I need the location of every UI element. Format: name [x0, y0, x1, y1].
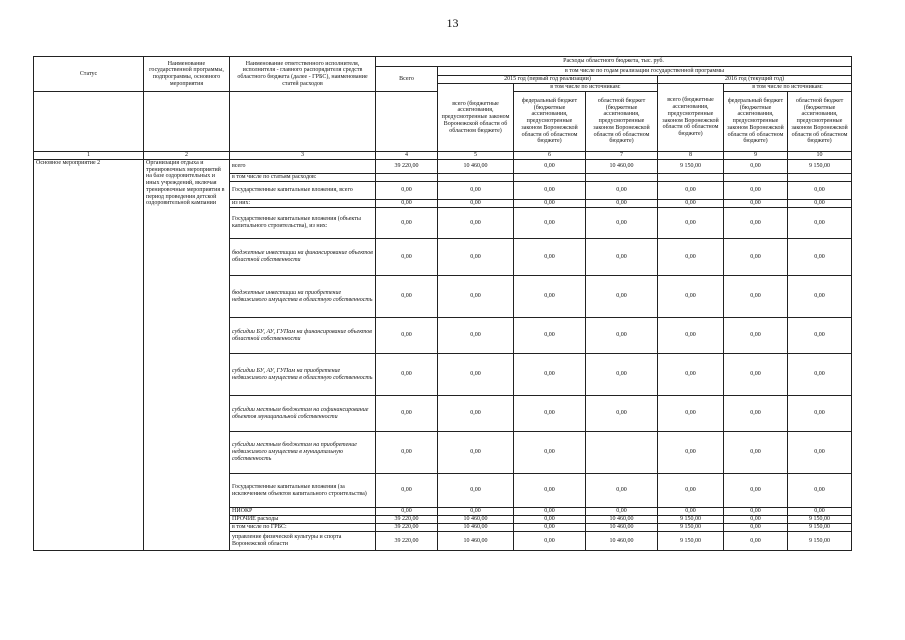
column-number-row — [34, 152, 852, 160]
row-label: в том числе по статьям расходов: — [230, 174, 376, 182]
value-cell: 0,00 — [586, 239, 658, 276]
value-cell: 0,00 — [514, 354, 586, 396]
value-cell: 0,00 — [788, 318, 852, 354]
header-federal-2015: федеральный бюджет (бюджетные ассигнования, предусмотренные законом Воронежской области об областном бюджете) — [514, 92, 586, 152]
row-label: управление физической культуры и спорта Воронежской области — [230, 532, 376, 551]
value-cell: 0,00 — [514, 396, 586, 432]
value-cell: 0,00 — [438, 239, 514, 276]
value-cell: 0,00 — [514, 160, 586, 174]
row-label: НИОКР — [230, 508, 376, 516]
row-label: Государственные капитальные вложения (объекты капитального строительства), из них: — [230, 208, 376, 239]
value-cell — [514, 174, 586, 182]
value-cell — [438, 174, 514, 182]
col-num: 3 — [230, 152, 376, 160]
value-cell: 39 220,00 — [376, 532, 438, 551]
value-cell: 0,00 — [788, 200, 852, 208]
value-cell: 0,00 — [724, 239, 788, 276]
value-cell: 0,00 — [438, 396, 514, 432]
value-cell: 0,00 — [586, 474, 658, 508]
row-label: бюджетные инвестиции на финансирование объектов областной собственности — [230, 239, 376, 276]
header-total: Всего — [376, 67, 438, 92]
value-cell: 0,00 — [788, 239, 852, 276]
event-name-cell: Организация отдыха и тренировочных мероприятий на базе оздоровительных и иных учреждений, включая тренировочные мероприятия в период проведения детской оздоровительной кампании — [144, 160, 230, 551]
col-num: 2 — [144, 152, 230, 160]
value-cell: 0,00 — [586, 318, 658, 354]
value-cell: 0,00 — [514, 208, 586, 239]
col-num: 10 — [788, 152, 852, 160]
value-cell: 0,00 — [788, 432, 852, 474]
value-cell: 0,00 — [376, 432, 438, 474]
value-cell: 0,00 — [376, 208, 438, 239]
value-cell: 39 220,00 — [376, 516, 438, 524]
table-row — [34, 160, 852, 174]
value-cell: 0,00 — [438, 200, 514, 208]
value-cell: 0,00 — [658, 182, 724, 200]
value-cell: 0,00 — [438, 508, 514, 516]
value-cell: 10 460,00 — [586, 532, 658, 551]
value-cell: 0,00 — [658, 432, 724, 474]
value-cell: 0,00 — [724, 318, 788, 354]
value-cell: 10 460,00 — [438, 532, 514, 551]
value-cell: 0,00 — [586, 354, 658, 396]
value-cell: 0,00 — [658, 318, 724, 354]
value-cell: 0,00 — [438, 354, 514, 396]
value-cell: 39 220,00 — [376, 160, 438, 174]
value-cell: 0,00 — [514, 200, 586, 208]
value-cell: 9 150,00 — [658, 524, 724, 532]
header-year-2015: 2015 год (первый год реализации) — [438, 76, 658, 84]
value-cell: 0,00 — [438, 432, 514, 474]
value-cell: 0,00 — [438, 182, 514, 200]
value-cell: 0,00 — [514, 532, 586, 551]
value-cell — [586, 432, 658, 474]
value-cell: 0,00 — [514, 318, 586, 354]
header-all-budget-2015: всего (бюджетные ассигнования, предусмотренные законом Воронежской области об областном бюджете) — [438, 84, 514, 152]
value-cell: 0,00 — [724, 276, 788, 318]
value-cell: 9 150,00 — [658, 160, 724, 174]
value-cell: 0,00 — [788, 354, 852, 396]
value-cell: 0,00 — [788, 208, 852, 239]
status-cell: Основное мероприятие 2 — [34, 160, 144, 551]
value-cell: 10 460,00 — [586, 516, 658, 524]
value-cell: 0,00 — [724, 396, 788, 432]
value-cell: 0,00 — [788, 276, 852, 318]
row-label: ПРОЧИЕ расходы — [230, 516, 376, 524]
value-cell: 0,00 — [376, 239, 438, 276]
value-cell: 10 460,00 — [438, 516, 514, 524]
row-label: всего — [230, 160, 376, 174]
value-cell — [724, 174, 788, 182]
header-regional-2015: областной бюджет (бюджетные ассигнования, предусмотренные законом Воронежской области об областном бюджете) — [586, 92, 658, 152]
value-cell: 0,00 — [724, 160, 788, 174]
value-cell: 0,00 — [514, 474, 586, 508]
value-cell: 0,00 — [376, 276, 438, 318]
value-cell: 0,00 — [788, 182, 852, 200]
value-cell: 0,00 — [724, 516, 788, 524]
value-cell: 0,00 — [376, 354, 438, 396]
value-cell — [658, 174, 724, 182]
value-cell: 9 150,00 — [658, 516, 724, 524]
header-year-2016: 2016 год (текущий год) — [658, 76, 852, 84]
col-num: 8 — [658, 152, 724, 160]
value-cell: 0,00 — [658, 354, 724, 396]
header-sources-2015: в том числе по источникам: — [514, 84, 658, 92]
value-cell: 0,00 — [658, 200, 724, 208]
value-cell: 9 150,00 — [788, 532, 852, 551]
value-cell: 0,00 — [514, 239, 586, 276]
row-label: бюджетные инвестиции на приобретение недвижимого имущества в областную собственность — [230, 276, 376, 318]
header-status: Статус — [34, 57, 144, 92]
header-executor: Наименование ответственного исполнителя, исполнителя - главного распорядителя средств областного бюджета (далее - ГРБС), наименование статей расходов — [230, 57, 376, 92]
value-cell: 0,00 — [586, 200, 658, 208]
value-cell — [788, 174, 852, 182]
page-number: 13 — [446, 16, 459, 30]
value-cell: 0,00 — [658, 208, 724, 239]
value-cell: 0,00 — [658, 474, 724, 508]
header-sources-2016: в том числе по источникам: — [724, 84, 852, 92]
value-cell: 0,00 — [724, 508, 788, 516]
value-cell: 0,00 — [514, 508, 586, 516]
row-label: в том числе по ГРБС: — [230, 524, 376, 532]
value-cell: 0,00 — [724, 182, 788, 200]
value-cell: 0,00 — [586, 508, 658, 516]
value-cell: 0,00 — [788, 396, 852, 432]
col-num: 5 — [438, 152, 514, 160]
value-cell: 0,00 — [586, 396, 658, 432]
value-cell: 9 150,00 — [658, 532, 724, 551]
value-cell: 0,00 — [788, 474, 852, 508]
header-all-budget-2016: всего (бюджетные ассигнования, предусмотренные законом Воронежской области об областном бюджете) — [658, 84, 724, 152]
value-cell: 0,00 — [586, 208, 658, 239]
value-cell: 0,00 — [438, 208, 514, 239]
value-cell: 0,00 — [514, 182, 586, 200]
value-cell: 0,00 — [376, 200, 438, 208]
value-cell: 10 460,00 — [586, 524, 658, 532]
header-federal-2016: федеральный бюджет (бюджетные ассигнования, предусмотренные законом Воронежской области об областном бюджете) — [724, 92, 788, 152]
value-cell: 0,00 — [514, 432, 586, 474]
value-cell: 0,00 — [658, 396, 724, 432]
row-label: Государственные капитальные вложения (за исключением объектов капитального строительства) — [230, 474, 376, 508]
col-num: 9 — [724, 152, 788, 160]
col-num: 1 — [34, 152, 144, 160]
value-cell: 0,00 — [724, 208, 788, 239]
value-cell: 10 460,00 — [586, 160, 658, 174]
header-by-years: в том числе по годам реализации государственной программы — [438, 67, 852, 76]
value-cell: 0,00 — [514, 516, 586, 524]
value-cell: 0,00 — [376, 474, 438, 508]
value-cell: 0,00 — [724, 354, 788, 396]
value-cell: 0,00 — [438, 474, 514, 508]
row-label: субсидии БУ, АУ, ГУПам на приобретение недвижимого имущества в областную собственность — [230, 354, 376, 396]
value-cell: 0,00 — [724, 474, 788, 508]
value-cell: 10 460,00 — [438, 160, 514, 174]
value-cell: 0,00 — [438, 318, 514, 354]
row-label: субсидии БУ, АУ, ГУПам на финансирование объектов областной собственности — [230, 318, 376, 354]
value-cell: 9 150,00 — [788, 524, 852, 532]
row-label: из них: — [230, 200, 376, 208]
value-cell: 0,00 — [514, 524, 586, 532]
value-cell: 0,00 — [724, 432, 788, 474]
value-cell: 0,00 — [586, 276, 658, 318]
value-cell: 0,00 — [658, 239, 724, 276]
row-label: Государственные капитальные вложения, всего — [230, 182, 376, 200]
value-cell: 9 150,00 — [788, 516, 852, 524]
value-cell: 0,00 — [658, 276, 724, 318]
value-cell — [376, 174, 438, 182]
value-cell: 0,00 — [376, 396, 438, 432]
value-cell: 0,00 — [438, 276, 514, 318]
header-expenses-title: Расходы областного бюджета, тыс. руб. — [376, 57, 852, 67]
value-cell: 0,00 — [376, 508, 438, 516]
value-cell: 0,00 — [788, 508, 852, 516]
col-num: 7 — [586, 152, 658, 160]
value-cell: 10 460,00 — [438, 524, 514, 532]
value-cell: 0,00 — [586, 182, 658, 200]
value-cell: 0,00 — [376, 318, 438, 354]
value-cell: 39 220,00 — [376, 524, 438, 532]
header-regional-2016: областной бюджет (бюджетные ассигнования, предусмотренные законом Воронежской области об областном бюджете) — [788, 92, 852, 152]
col-num: 4 — [376, 152, 438, 160]
row-label: субсидии местным бюджетам на софинансирование объектов муниципальной собственности — [230, 396, 376, 432]
row-label: субсидии местным бюджетам на приобретение недвижимого имущества в муниципальную собственность — [230, 432, 376, 474]
value-cell — [586, 174, 658, 182]
expenses-table — [33, 56, 852, 551]
value-cell: 0,00 — [514, 276, 586, 318]
value-cell: 0,00 — [658, 508, 724, 516]
value-cell: 9 150,00 — [788, 160, 852, 174]
value-cell: 0,00 — [376, 182, 438, 200]
value-cell: 0,00 — [724, 532, 788, 551]
value-cell: 0,00 — [724, 200, 788, 208]
value-cell: 0,00 — [724, 524, 788, 532]
header-program-name: Наименование государственной программы, подпрограммы, основного мероприятия — [144, 57, 230, 92]
col-num: 6 — [514, 152, 586, 160]
